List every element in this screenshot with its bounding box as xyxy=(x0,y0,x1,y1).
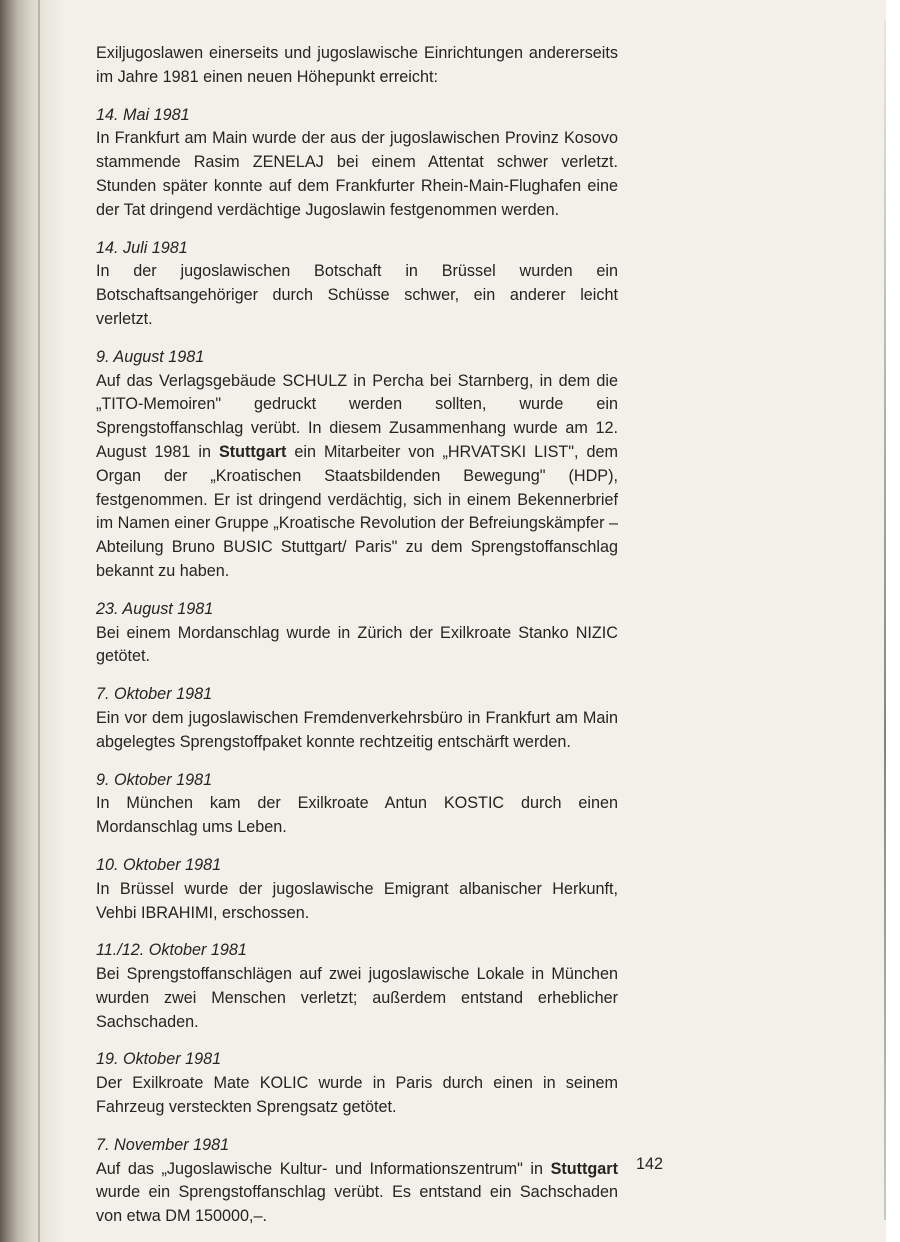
chronology-entry xyxy=(96,346,618,584)
chronology-entry xyxy=(96,683,618,754)
chronology-entry xyxy=(96,598,618,669)
page-number: 142 xyxy=(636,1155,664,1173)
chronology-entry xyxy=(96,939,618,1034)
chronology-entry xyxy=(96,237,618,332)
entry-text-part: ein Mitarbeiter von „HRVATSKI LIST", dem Organ der „Kroatischen Staatsbildenden Bewegung" (HDP), festgenommen. Er ist dringend verdächtig, sich in einem Bekennerbrief im Namen einer Gruppe „Kroatische Revolution der Befreiungskämpfer – Abteilung Bruno BUSIC Stuttgart/ Paris" zu dem Sprengstoffanschlag bekannt zu haben. xyxy=(96,442,619,580)
entry-text: In München kam der Exilkroate Antun KOSTIC durch einen Mordanschlag ums Leben. xyxy=(96,794,618,837)
entry-text-bold-city: Stuttgart xyxy=(218,442,287,461)
chronology-entry xyxy=(96,854,618,925)
chronology-entry xyxy=(96,1048,618,1119)
entry-date: 7. Oktober 1981 xyxy=(96,685,213,704)
entry-date: 19. Oktober 1981 xyxy=(96,1050,222,1069)
entry-text: Bei Sprengstoffanschlägen auf zwei jugoslawische Lokale in München wurden zwei Menschen verletzt; außerdem entstand erheblicher Sachschaden. xyxy=(96,965,618,1031)
entry-text xyxy=(96,1158,618,1229)
entry-date: 11./12. Oktober 1981 xyxy=(96,941,247,960)
chronology-entry xyxy=(96,104,618,223)
spine-fold-line xyxy=(38,0,40,1242)
entry-date: 23. August 1981 xyxy=(96,599,214,618)
entry-text xyxy=(96,370,618,584)
entry-text: In Frankfurt am Main wurde der aus der jugoslawischen Provinz Kosovo stammende Rasim ZENELAJ bei einem Attentat schwer verletzt. Stunden später konnte auf dem Frankfurter Rhein-Main-Flughafen eine der Tat dringend verdächtige Jugoslawin festgenommen werden. xyxy=(96,129,618,219)
entry-text: Ein vor dem jugoslawischen Fremdenverkehrsbüro in Frankfurt am Main abgelegtes Sprengstoffpaket konnte rechtzeitig entschärft werden. xyxy=(96,708,618,751)
entry-text: Der Exilkroate Mate KOLIC wurde in Paris durch einen in seinem Fahrzeug versteckten Sprengsatz getötet. xyxy=(96,1074,618,1117)
entry-text-bold-city: Stuttgart xyxy=(550,1159,618,1178)
entry-text-part: Auf das Verlagsgebäude SCHULZ in Percha bei Starnberg, in dem die „TITO-Memoiren" gedruckt werden sollten, wurde ein Sprengstoffanschlag verübt. In diesem Zusammenhang wurde am 12. August 1981 in xyxy=(96,371,618,461)
page-edge-line xyxy=(884,20,886,1220)
entry-text: In der jugoslawischen Botschaft in Brüssel wurden ein Botschaftsangehöriger durch Schüsse schwer, ein anderer leicht verletzt. xyxy=(96,262,618,328)
page-margin-right xyxy=(886,0,900,1242)
entry-date: 14. Juli 1981 xyxy=(96,238,188,257)
entry-date: 9. August 1981 xyxy=(96,347,205,366)
entry-text: In Brüssel wurde der jugoslawische Emigrant albanischer Herkunft, Vehbi IBRAHIMI, erschossen. xyxy=(96,879,618,922)
chronology-entry xyxy=(96,769,618,840)
entry-text-part: wurde ein Sprengstoffanschlag verübt. Es entstand ein Sachschaden von etwa DM 150000,–. xyxy=(96,1183,618,1226)
entry-date: 9. Oktober 1981 xyxy=(96,770,213,789)
entry-date: 14. Mai 1981 xyxy=(96,105,190,124)
entry-text-part: Auf das „Jugoslawische Kultur- und Informationszentrum" in xyxy=(96,1159,551,1178)
entry-date: 10. Oktober 1981 xyxy=(96,855,222,874)
book-spine-shadow xyxy=(0,0,64,1242)
page-body xyxy=(96,42,618,1242)
entry-date: 7. November 1981 xyxy=(96,1135,230,1154)
entry-text: Bei einem Mordanschlag wurde in Zürich der Exilkroate Stanko NIZIC getötet. xyxy=(96,623,618,666)
intro-paragraph: Exiljugoslawen einerseits und jugoslawische Einrichtungen andererseits im Jahre 1981 einen neuen Höhepunkt erreicht: xyxy=(96,44,618,86)
chronology-entry xyxy=(96,1134,618,1229)
